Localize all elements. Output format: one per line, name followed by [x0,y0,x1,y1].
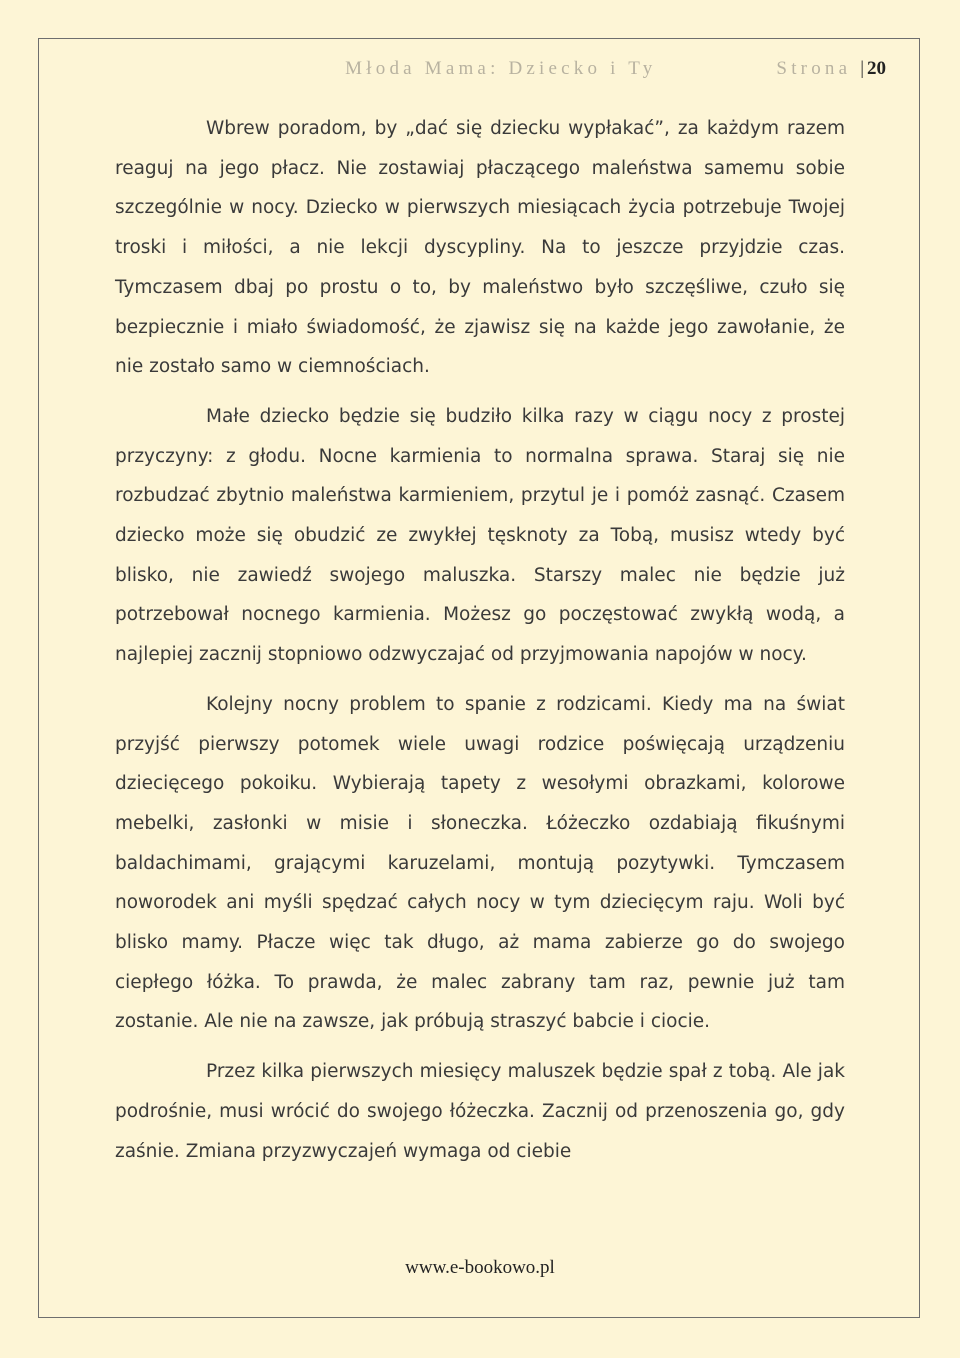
paragraph-4: Przez kilka pierwszych miesięcy maluszek będzie spał z tobą. Ale jak podrośnie, musi wrócić do swojego łóżeczka. Zacznij od przenoszenia go, gdy zaśnie. Zmiana przyzwyczajeń wymaga od ciebie [115,1061,845,1162]
main-text [115,109,845,1171]
paragraph-3: Kolejny nocny problem to spanie z rodzicami. Kiedy ma na świat przyjść pierwszy potomek wiele uwagi rodzice poświęcają urządzeniu dziecięcego pokoiku. Wybierają tapety z wesołymi obrazkami, kolorowe mebelki, zasłonki w misie i słoneczka. Łóżeczko ozdabiają fikuśnymi baldachimami, grającymi karuzelami, montują pozytywki. Tymczasem noworodek ani myśli spędzać całych nocy w tym dziecięcym raju. Woli być blisko mamy. Płacze więc tak długo, aż mama zabierze go do swojego ciepłego łóżka. To prawda, że malec zabrany tam raz, pewnie już tam zostanie. Ale nie na zawsze, jak próbują straszyć babcie i ciocie. [115,693,845,1033]
page-number: 20 [867,58,886,79]
paragraph-2: Małe dziecko będzie się budziło kilka razy w ciągu nocy z prostej przyczyny: z głodu. Nocne karmienia to normalna sprawa. Staraj się nie rozbudzać zbytnio maleństwa karmieniem, przytul je i pomóż zasnąć. Czasem dziecko może się obudzić ze zwykłej tęsknoty za Tobą, musisz wtedy być blisko, nie zawiedź swojego maluszka. Starszy malec nie będzie już potrzebował nocnego karmienia. Możesz go poczęstować zwykłą wodą, a najlepiej zacznij stopniowo odzwyczajać od przyjmowania napojów w nocy. [115,405,845,666]
footer-url[interactable]: www.e-bookowo.pl [405,1257,555,1278]
header-separator: | [860,58,864,79]
book-title: Młoda Mama: Dziecko i Ty [345,58,657,79]
page-label: Strona [776,58,852,79]
page-header [0,58,886,82]
paragraph-1: Wbrew poradom, by „dać się dziecku wypłakać”, za każdym razem reaguj na jego płacz. Nie zostawiaj płaczącego maleństwa samemu sobie szczególnie w nocy. Dziecko w pierwszych miesiącach życia potrzebuje Twojej troski i miłości, a nie lekcji dyscypliny. Na to jeszcze przyjdzie czas. Tymczasem dbaj po prostu o to, by maleństwo było szczęśliwe, czuło się bezpiecznie i miało świadomość, że zjawisz się na każde jego zawołanie, że nie zostało samo w ciemnościach. [115,118,845,378]
